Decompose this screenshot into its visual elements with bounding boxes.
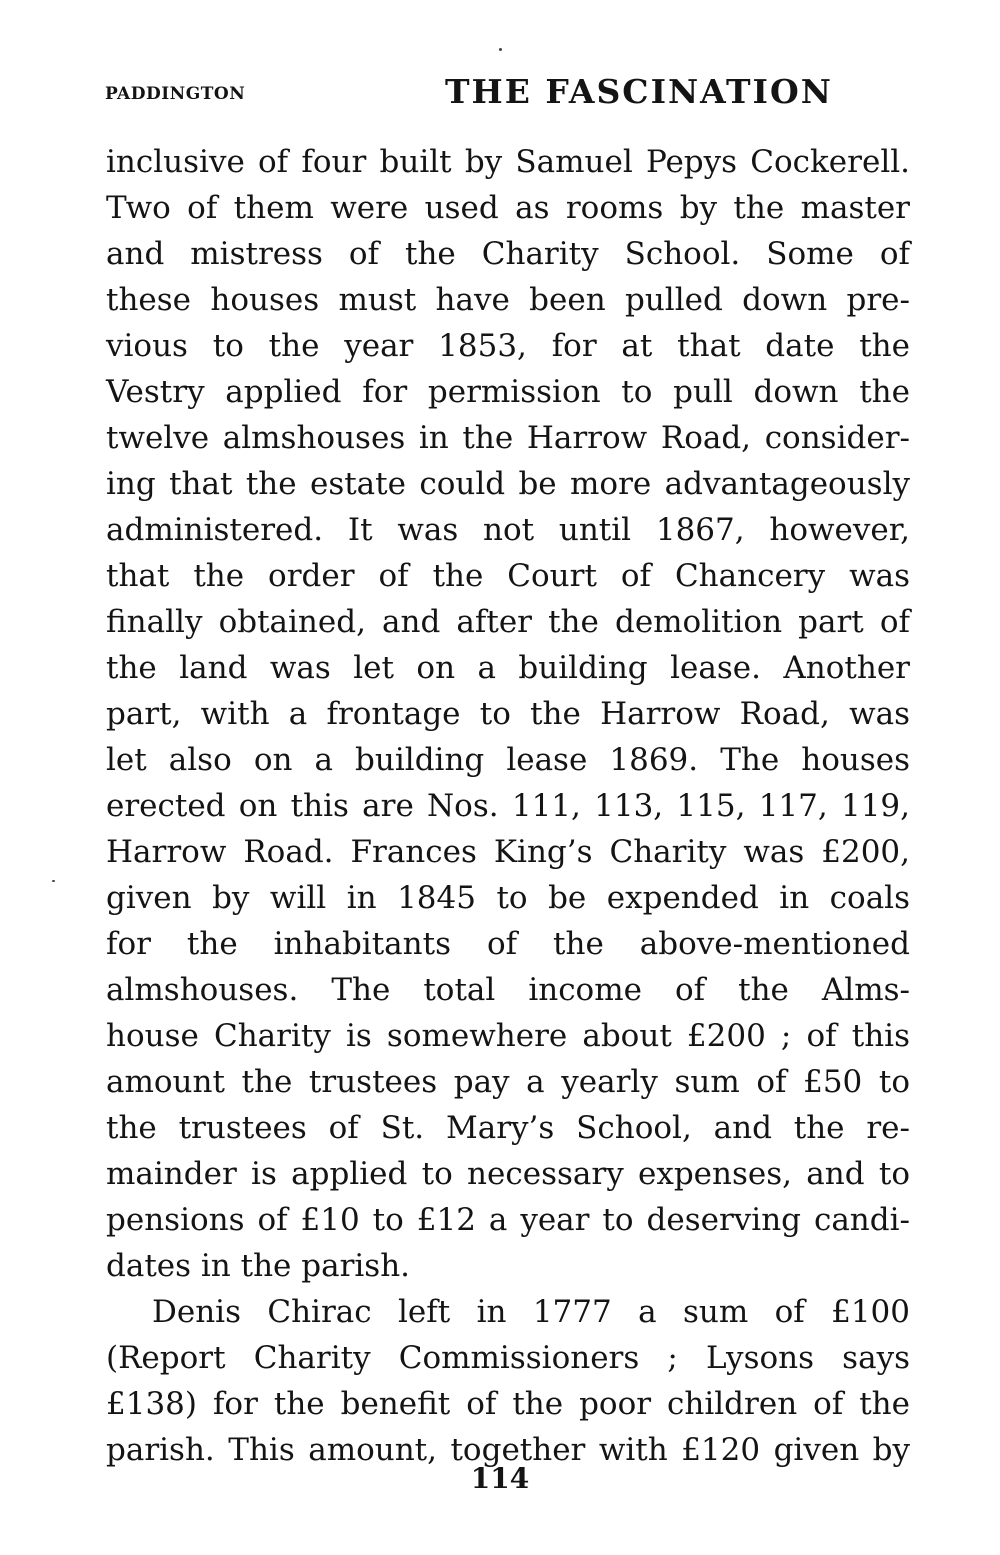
text-line: ing that the estate could be more advantageously [106, 466, 910, 502]
paragraph-first-line: Denis Chirac left in 1777 a sum of £100 [152, 1294, 910, 1330]
text-line: pensions of £10 to £12 a year to deserving candi- [106, 1202, 910, 1238]
text-line: mainder is applied to necessary expenses, and to [106, 1156, 910, 1192]
text-line: £138) for the benefit of the poor children of the [106, 1386, 910, 1422]
text-line: and mistress of the Charity School. Some of [106, 236, 910, 272]
running-head [105, 72, 910, 112]
body-text [106, 139, 910, 1473]
running-head-section: PADDINGTON [105, 84, 246, 104]
text-line: (Report Charity Commissioners ; Lysons says [106, 1340, 910, 1376]
text-line: twelve almshouses in the Harrow Road, consider- [106, 420, 910, 456]
text-line: the land was let on a building lease. Another [106, 650, 910, 686]
text-line: amount the trustees pay a yearly sum of £50 to [106, 1064, 910, 1100]
text-line: erected on this are Nos. 111, 113, 115, 117, 119, [106, 788, 910, 824]
running-head-title: THE FASCINATION [445, 72, 833, 111]
text-line: part, with a frontage to the Harrow Road, was [106, 696, 910, 732]
text-line: vious to the year 1853, for at that date the [106, 328, 910, 364]
page-number: 114 [470, 1462, 530, 1495]
text-line: given by will in 1845 to be expended in coals [106, 880, 910, 916]
text-line: these houses must have been pulled down pre- [106, 282, 910, 318]
text-line: house Charity is somewhere about £200 ; of this [106, 1018, 910, 1054]
scan-speck [52, 880, 55, 882]
text-line: Vestry applied for permission to pull down the [106, 374, 910, 410]
text-line: let also on a building lease 1869. The houses [106, 742, 910, 778]
text-line: Harrow Road. Frances King’s Charity was £200, [106, 834, 910, 870]
text-line: inclusive of four built by Samuel Pepys Cockerell. [106, 144, 910, 180]
text-line: administered. It was not until 1867, however, [106, 512, 910, 548]
text-line: the trustees of St. Mary’s School, and the re- [106, 1110, 910, 1146]
text-line: for the inhabitants of the above-mentioned [106, 926, 910, 962]
text-line: that the order of the Court of Chancery was [106, 558, 910, 594]
text-line: finally obtained, and after the demolition part of [106, 604, 910, 640]
text-line: dates in the parish. [106, 1248, 411, 1284]
scan-speck [499, 48, 502, 51]
text-line: parish. This amount, together with £120 given by [106, 1432, 910, 1468]
text-line: almshouses. The total income of the Alms- [106, 972, 910, 1008]
text-line: Two of them were used as rooms by the master [106, 190, 910, 226]
